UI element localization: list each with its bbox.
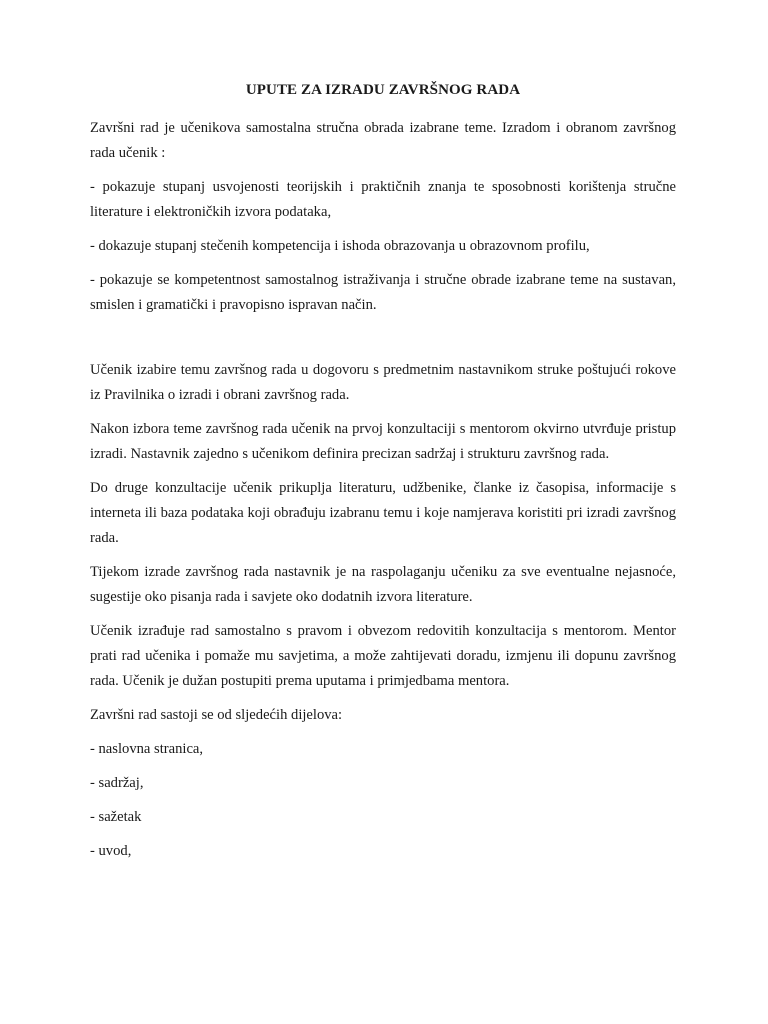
intro-paragraph: Završni rad je učenikova samostalna stručna obrada izabrane teme. Izradom i obranom završnog rada učenik :	[90, 120, 676, 161]
body-paragraph: Učenik izrađuje rad samostalno s pravom i obvezom redovitih konzultacija s mentorom. Mentor prati rad učenika i pomaže mu savjetima, a može zahtijevati doradu, izmjenu ili dopunu završnog rada. Učenik je dužan postupiti prema uputama i primjedbama mentora.	[90, 623, 676, 689]
part-list-item: - sažetak	[90, 809, 142, 825]
body-paragraph: Učenik izabire temu završnog rada u dogovoru s predmetnim nastavnikom struke poštujući rokove iz Pravilnika o izradi i obrani završnog rada.	[90, 362, 676, 403]
body-paragraph: Nakon izbora teme završnog rada učenik na prvoj konzultaciji s mentorom okvirno utvrđuje pristup izradi. Nastavnik zajedno s učenikom definira precizan sadržaj i strukturu završnog rada.	[90, 421, 676, 462]
part-list-item: - uvod,	[90, 843, 132, 859]
body-paragraph: Do druge konzultacije učenik prikuplja literaturu, udžbenike, članke iz časopisa, informacije s interneta ili baza podataka koji obrađuju izabranu temu i koje namjerava koristiti pri izradi završnog rada.	[90, 480, 676, 546]
bullet-item: - pokazuje stupanj usvojenosti teorijskih i praktičnih znanja te sposobnosti korištenja stručne literature i elektroničkih izvora podataka,	[90, 179, 676, 220]
body-paragraph: Tijekom izrade završnog rada nastavnik je na raspolaganju učeniku za sve eventualne nejasnoće, sugestije oko pisanja rada i savjete oko dodatnih izvora literature.	[90, 564, 676, 605]
spacer	[90, 327, 676, 358]
part-list-item: - sadržaj,	[90, 775, 144, 791]
bullet-item: - dokazuje stupanj stečenih kompetencija i ishoda obrazovanja u obrazovnom profilu,	[90, 238, 590, 254]
document-title: UPUTE ZA IZRADU ZAVRŠNOG RADA	[245, 82, 521, 98]
body-paragraph: Završni rad sastoji se od sljedećih dijelova:	[90, 707, 343, 723]
bullet-item: - pokazuje se kompetentnost samostalnog istraživanja i stručne obrade izabrane teme na sustavan, smislen i gramatički i pravopisno ispravan način.	[90, 272, 676, 313]
part-list-item: - naslovna stranica,	[90, 741, 204, 757]
